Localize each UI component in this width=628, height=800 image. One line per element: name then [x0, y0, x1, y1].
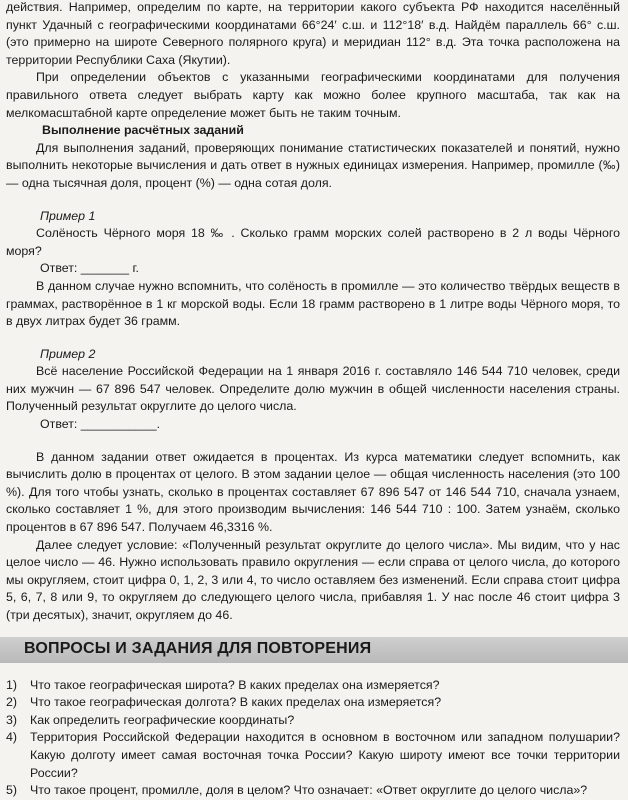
- example-2-explanation: Далее следует условие: «Полученный результат округлите до целого числа». Мы видим, что у нас целое число — 46. Нужно использовать правило округления — если справа от целого числа, до которого мы округляем, стоит цифра 0, 1, 2, 3 или 4, то число оставляем без изменений. Если справа стоит цифра 5, 6, 7, 8 или 9, то округляем до следующего целого числа, прибавляя 1. У нас после 46 стоит цифра 3 (три десятых), значит, округляем до 46.: [6, 537, 620, 622]
- intro-paragraph: действия. Например, определим по карте, на территории какого субъекта РФ находится населённый пункт Удачный с географическими координатами 66°24′ с.ш. и 112°18′ в.д. Найдём параллель 66° с.ш. (это примерно на широте Северного полярного круга) и меридиан 112° в.д. Эта точка расположена на территории Республики Саха (Якутии).: [6, 0, 620, 67]
- review-question: 5) Что такое процент, промилле, доля в целом? Что означает: «Ответ округлите до целого числа»?: [6, 783, 588, 798]
- review-question: 4) Территория Российской Федерации находится в основном в восточном или западном полушарии? Какую долготу имеет самая восточная точка России? Какую широту имеют все точки территории России?: [6, 730, 620, 780]
- review-section-banner: [0, 637, 628, 663]
- example-1-title: Пример 1: [40, 208, 96, 223]
- example-2-task: Всё население Российской Федерации на 1 января 2016 г. составляло 146 544 710 человек, среди них мужчин — 67 896 547 человек. Определите долю мужчин в общей численности населения страны. Полученный результат округлите до целого числа.: [6, 364, 620, 414]
- example-1-answer: Ответ: _______ г.: [40, 261, 139, 276]
- example-2-explanation: В данном задании ответ ожидается в процентах. Из курса математики следует вспомнить, как вычислить долю в процентах от целого. В этом задании целое — общая численность населения (это 100 %). Для того чтобы узнать, сколько в процентах составляет 67 896 547 от 146 544 710, сначала узнаем, сколько составляет 1 %, для этого производим вычисления: 146 544 710 : 100. Затем узнаём, сколько процентов в 67 896 547. Получаем 46,3316 %.: [6, 449, 620, 535]
- example-2-answer: Ответ: ___________.: [40, 417, 161, 432]
- review-question: 3) Как определить географические координаты?: [6, 712, 295, 727]
- review-question: 2) Что такое географическая долгота? В каких пределах она измеряется?: [6, 695, 442, 710]
- intro-paragraph: При определении объектов с указанными географическими координатами для получения правильного ответа следует выбрать карту как можно более крупного масштаба, так как на мелкомасштабной карте определение может быть не таким точным.: [6, 70, 620, 120]
- example-1-task: Солёность Чёрного моря 18 ‰ . Сколько грамм морских солей растворено в 2 л воды Чёрного моря?: [6, 226, 620, 258]
- review-section-title: ВОПРОСЫ И ЗАДАНИЯ ДЛЯ ПОВТОРЕНИЯ: [24, 639, 372, 657]
- example-1-explanation: В данном случае нужно вспомнить, что солёность в промилле — это количество твёрдых веществ в граммах, растворённое в 1 кг морской воды. Если 18 грамм растворено в 1 литре воды Чёрного моря, то в двух литрах будет 36 грамм.: [6, 278, 620, 329]
- example-2-title: Пример 2: [40, 346, 96, 361]
- review-questions-list: [6, 677, 620, 800]
- review-question: 1) Что такое географическая широта? В каких пределах она измеряется?: [6, 677, 440, 692]
- section-paragraph: Для выполнения заданий, проверяющих понимание статистических показателей и понятий, нужно выполнить некоторые вычисления и дать ответ в нужных единицах измерения. Например, промилле (‰) — одна тысячная доля, процент (%) — одна сотая доля.: [6, 140, 620, 190]
- section-heading: Выполнение расчётных заданий: [42, 123, 244, 138]
